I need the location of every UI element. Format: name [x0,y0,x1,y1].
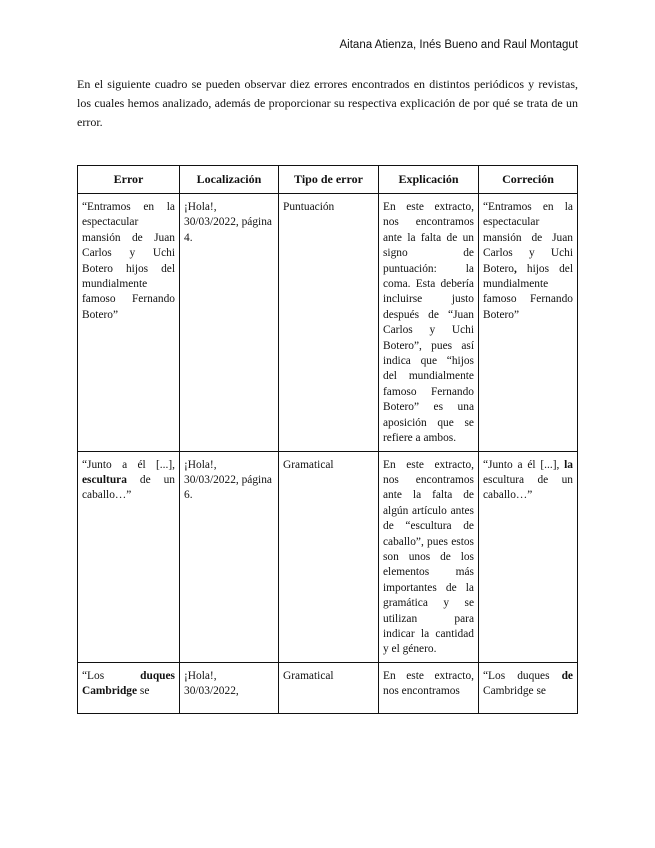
cell-correction [479,662,578,713]
cell-error: “Entramos en la espectacular mansión de Juan Carlos y Uchi Botero hijos del mundialmente famoso Fernando Botero” [78,194,180,452]
correction-text: Cambridge se [483,685,546,698]
column-header-location: Localización [180,166,279,194]
cell-location: ¡Hola!, 30/03/2022, página 6. [180,451,279,662]
column-header-type: Tipo de error [279,166,379,194]
correction-highlight: la [564,458,573,471]
correction-text: “Junto a él [...], [483,458,565,471]
cell-location: ¡Hola!, 30/03/2022, [180,662,279,713]
cell-explanation: En este extracto, nos encontramos ante la falta de algún artículo antes de “escultura de caballo”, pues estos son unos de los elementos más importantes de la gramática y se utilizan para indicar la cantidad y el género. [379,451,479,662]
error-highlight: duques Cambridge [82,669,175,698]
correction-highlight: de [561,669,573,682]
correction-text: hijos del mundialmente famoso Fernando Botero” [483,262,573,321]
cell-error [78,662,180,713]
error-text: “Los [82,669,141,682]
table-row [78,194,578,452]
column-header-correction: Correción [479,166,578,194]
error-text: “Junto a él [...], [82,458,175,471]
cell-type: Puntuación [279,194,379,452]
table-header-row [78,166,578,194]
error-text: se [137,685,150,698]
intro-paragraph: En el siguiente cuadro se pueden observar diez errores encontrados en distintos periódicos y revistas, los cuales hemos analizado, además de proporcionar su respectiva explicación de por qué se trata de un error. [77,77,578,129]
cell-correction [479,194,578,452]
errors-table [77,165,578,714]
cell-type: Gramatical [279,451,379,662]
cell-type: Gramatical [279,662,379,713]
error-text: de un caballo…” [82,473,175,502]
correction-text: “Los duques [483,669,562,682]
column-header-error: Error [78,166,180,194]
table-row [78,451,578,662]
cell-explanation: En este extracto, nos encontramos ante la falta de un signo de puntuación: la coma. Esta debería incluirse justo después de “Juan Carlos y Uchi Botero”, pues así indica que “hijos del mundialmente famoso Fernando Botero” es una aposición que se refiere a ambos. [379,194,479,452]
error-highlight: escultura [82,473,127,486]
correction-highlight: , [514,262,517,275]
column-header-explanation: Explicación [379,166,479,194]
cell-location: ¡Hola!, 30/03/2022, página 4. [180,194,279,452]
correction-text: escultura de un caballo…” [483,473,573,502]
cell-error [78,451,180,662]
correction-text: “Entramos en la espectacular mansión de Juan Carlos y Uchi Botero [483,201,573,275]
page-header-authors: Aitana Atienza, Inés Bueno and Raul Montagut [339,39,578,51]
cell-correction [479,451,578,662]
table-row [78,662,578,713]
cell-explanation: En este extracto, nos encontramos [379,662,479,713]
